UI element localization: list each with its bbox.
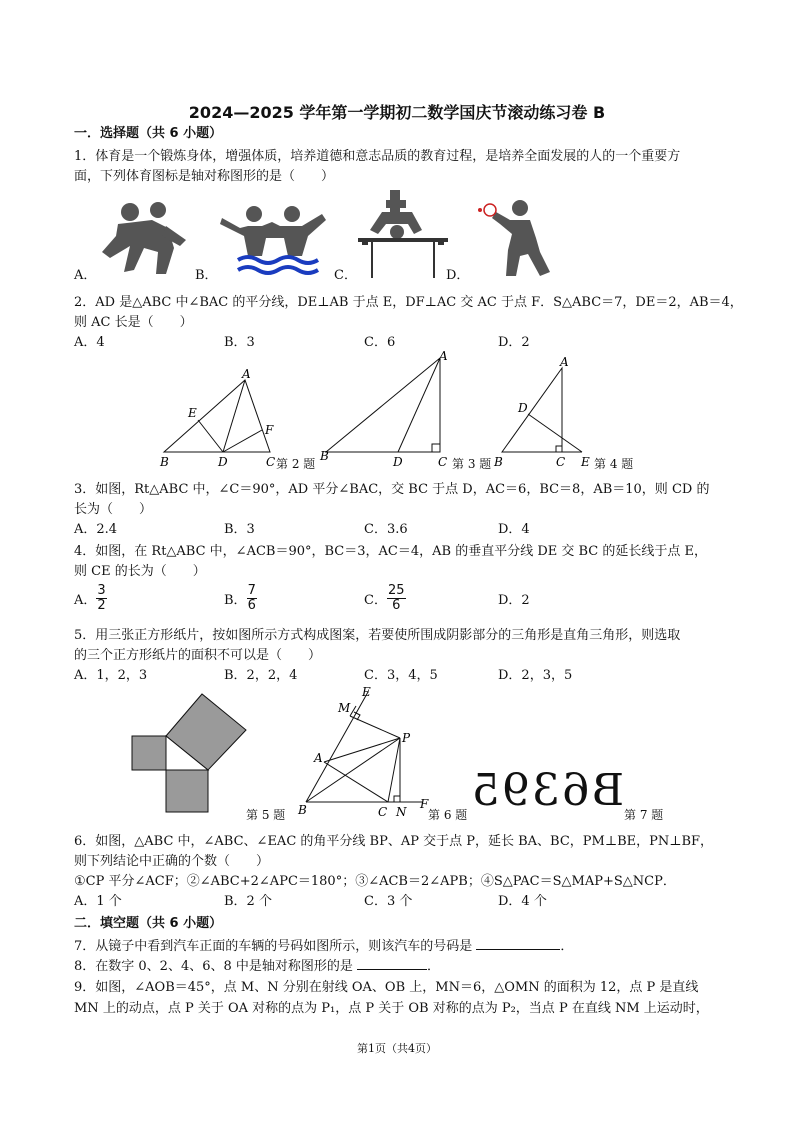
q3-option-c: C．3.6 bbox=[364, 522, 408, 537]
fig4-label-c: C bbox=[556, 455, 566, 469]
q3-line1: 3．如图，Rt△ABC 中，∠C＝90°，AD 平分∠BAC，交 BC 于点 D，AC＝6，BC＝8，AB＝10，则 CD 的 bbox=[74, 482, 710, 497]
q3-option-b: B．3 bbox=[224, 522, 255, 537]
q4-b-numerator: 7 bbox=[247, 583, 256, 598]
fig6-label-e: E bbox=[362, 686, 371, 699]
fig3-label-b: B bbox=[320, 449, 329, 463]
fig4-label-d: D bbox=[518, 401, 528, 415]
q4-line1: 4．如图，在 Rt△ABC 中，∠ACB＝90°，BC＝3，AC＝4，AB 的垂直平分线 DE 交 BC 的延长线于点 E， bbox=[74, 544, 707, 559]
q7-line bbox=[74, 935, 573, 954]
q1-line1: 1．体育是一个锻炼身体，增强体质，培养道德和意志品质的教育过程，是培养全面发展的人的一个重要方 bbox=[74, 149, 681, 164]
q4-option-a bbox=[74, 584, 224, 613]
badminton-icon bbox=[470, 198, 556, 278]
mirrored-plate bbox=[469, 764, 625, 816]
q4-a-denominator: 2 bbox=[97, 598, 106, 613]
q4-b-denominator: 6 bbox=[247, 598, 256, 613]
q2-line1: 2．AD 是△ABC 中∠BAC 的平分线，DE⊥AB 于点 E，DF⊥AC 交 AC 于点 F．S△ABC＝7，DE＝2，AB＝4， bbox=[74, 295, 743, 310]
fig6-caption: 第 6 题 bbox=[428, 808, 468, 822]
fig6-label-a: A bbox=[314, 751, 323, 765]
fig4-label-e: E bbox=[581, 455, 590, 469]
q5-options bbox=[74, 664, 572, 683]
fig6-label-c: C bbox=[378, 805, 388, 818]
page-title: 2024—2025 学年第一学期初二数学国庆节滚动练习卷 B bbox=[188, 103, 606, 122]
q4-option-c-fraction bbox=[387, 584, 406, 613]
q4-option-b bbox=[224, 584, 364, 613]
fig3-label-c: C bbox=[438, 455, 448, 469]
fig2-label-e: E bbox=[188, 406, 197, 420]
q4-c-numerator: 25 bbox=[387, 583, 405, 598]
mirrored-plate-number: B6395 bbox=[469, 764, 625, 816]
q3-line2: 长为（ ） bbox=[74, 502, 153, 517]
figure-q3 bbox=[318, 348, 458, 472]
q7-answer-blank[interactable] bbox=[476, 937, 560, 950]
q6-option-b: B．2 个 bbox=[224, 894, 272, 909]
q5-option-c: C．3，4，5 bbox=[364, 668, 438, 683]
wrestling-icon bbox=[96, 200, 196, 276]
q6-option-d: D．4 个 bbox=[498, 894, 547, 909]
fig6-label-m: M bbox=[338, 701, 351, 715]
q2-option-b: B．3 bbox=[224, 335, 255, 350]
q5-option-d: D．2，3，5 bbox=[498, 668, 573, 683]
q4-option-a-label: A． bbox=[74, 593, 97, 608]
page-footer: 第1页（共4页） bbox=[357, 1042, 437, 1055]
q3-options bbox=[74, 518, 530, 537]
fig4-label-b: B bbox=[494, 455, 503, 469]
fig4-label-a: A bbox=[560, 355, 569, 369]
q4-option-b-fraction bbox=[247, 584, 257, 613]
q2-option-a: A．4 bbox=[74, 335, 105, 350]
q7-text: 7．从镜子中看到汽车正面的车辆的号码如图所示，则该汽车的号码是 bbox=[74, 939, 473, 954]
q9-line1: 9．如图，∠AOB＝45°，点 M、N 分别在射线 OA、OB 上，MN＝6，△OMN 的面积为 12，点 P 是直线 bbox=[74, 980, 699, 995]
q1-option-d: D． bbox=[446, 268, 470, 283]
q2-line2: 则 AC 长是（ ） bbox=[74, 315, 193, 330]
q1-option-c: C． bbox=[334, 268, 357, 283]
q6-option-c: C．3 个 bbox=[364, 894, 413, 909]
q4-line2: 则 CE 的长为（ ） bbox=[74, 564, 206, 579]
q4-option-a-fraction bbox=[96, 584, 106, 613]
fig6-label-n: N bbox=[396, 805, 407, 818]
q4-option-c-label: C． bbox=[364, 593, 387, 608]
q6-option-a: A．1 个 bbox=[74, 894, 122, 909]
fig3-caption: 第 3 题 bbox=[452, 457, 492, 471]
q1-line2: 面，下列体育图标是轴对称图形的是（ ） bbox=[74, 169, 335, 184]
q9-line2: MN 上的动点，点 P 关于 OA 对称的点为 P₁，点 P 关于 OB 对称的点为 P₂，当点 P 在直线 NM 上运动时， bbox=[74, 1001, 709, 1016]
fig7-caption: 第 7 题 bbox=[624, 808, 664, 822]
q8-line bbox=[74, 955, 440, 974]
q5-line1: 5．用三张正方形纸片，按如图所示方式构成图案，若要使所围成阴影部分的三角形是直角三角形，则选取 bbox=[74, 628, 681, 643]
fig4-caption: 第 4 题 bbox=[594, 457, 634, 471]
figure-q5 bbox=[128, 690, 248, 816]
fig6-label-f: F bbox=[420, 797, 429, 811]
fig2-label-a: A bbox=[242, 367, 251, 381]
q5-option-a: A．1，2，3 bbox=[74, 668, 148, 683]
fig6-label-b: B bbox=[298, 803, 307, 817]
q4-option-c bbox=[364, 584, 498, 613]
q7-end: ． bbox=[560, 939, 574, 954]
q4-c-denominator: 6 bbox=[392, 598, 401, 613]
q5-option-b: B．2，2，4 bbox=[224, 668, 298, 683]
fig3-label-d: D bbox=[393, 455, 403, 469]
q8-end: ． bbox=[427, 959, 441, 974]
fig2-label-d: D bbox=[218, 455, 228, 469]
q1-option-a: A． bbox=[74, 268, 97, 283]
fig2-label-f: F bbox=[265, 423, 274, 437]
q3-option-a: A．2.4 bbox=[74, 522, 118, 537]
fig6-label-p: P bbox=[402, 731, 411, 745]
q2-options bbox=[74, 331, 530, 350]
handstand-icon bbox=[356, 190, 452, 278]
fig2-label-c: C bbox=[266, 455, 276, 469]
q6-options bbox=[74, 890, 547, 909]
fig5-caption: 第 5 题 bbox=[246, 808, 286, 822]
q1-option-b: B． bbox=[195, 268, 218, 283]
figure-q4 bbox=[490, 352, 600, 472]
q2-option-c: C．6 bbox=[364, 335, 396, 350]
water-polo-icon bbox=[218, 204, 330, 278]
section-fill-heading: 二．填空题（共 6 小题） bbox=[74, 916, 223, 931]
fig2-label-b: B bbox=[160, 455, 169, 469]
fig3-label-a: A bbox=[439, 349, 448, 363]
q6-line1: 6．如图，△ABC 中，∠ABC、∠EAC 的角平分线 BP、AP 交于点 P，延长 BA、BC，PM⊥BE，PN⊥BF， bbox=[74, 834, 714, 849]
q2-option-d: D．2 bbox=[498, 335, 530, 350]
q6-line3: ①CP 平分∠ACF；②∠ABC+2∠APC＝180°；③∠ACB＝2∠APB；④S△PAC＝S△MAP+S△NCP． bbox=[74, 874, 676, 889]
q8-answer-blank[interactable] bbox=[357, 957, 427, 970]
q4-option-b-label: B． bbox=[224, 593, 247, 608]
q4-options bbox=[74, 584, 530, 613]
q4-option-d: D．2 bbox=[498, 593, 530, 608]
q6-line2: 则下列结论中正确的个数（ ） bbox=[74, 854, 270, 869]
q4-a-numerator: 3 bbox=[97, 583, 106, 598]
q3-option-d: D．4 bbox=[498, 522, 530, 537]
q5-line2: 的三个正方形纸片的面积不可以是（ ） bbox=[74, 648, 322, 663]
section-choice-heading: 一．选择题（共 6 小题） bbox=[74, 126, 223, 141]
q8-text: 8．在数字 0、2、4、6、8 中是轴对称图形的是 bbox=[74, 959, 353, 974]
fig2-caption: 第 2 题 bbox=[276, 457, 316, 471]
figure-q6 bbox=[296, 686, 436, 818]
